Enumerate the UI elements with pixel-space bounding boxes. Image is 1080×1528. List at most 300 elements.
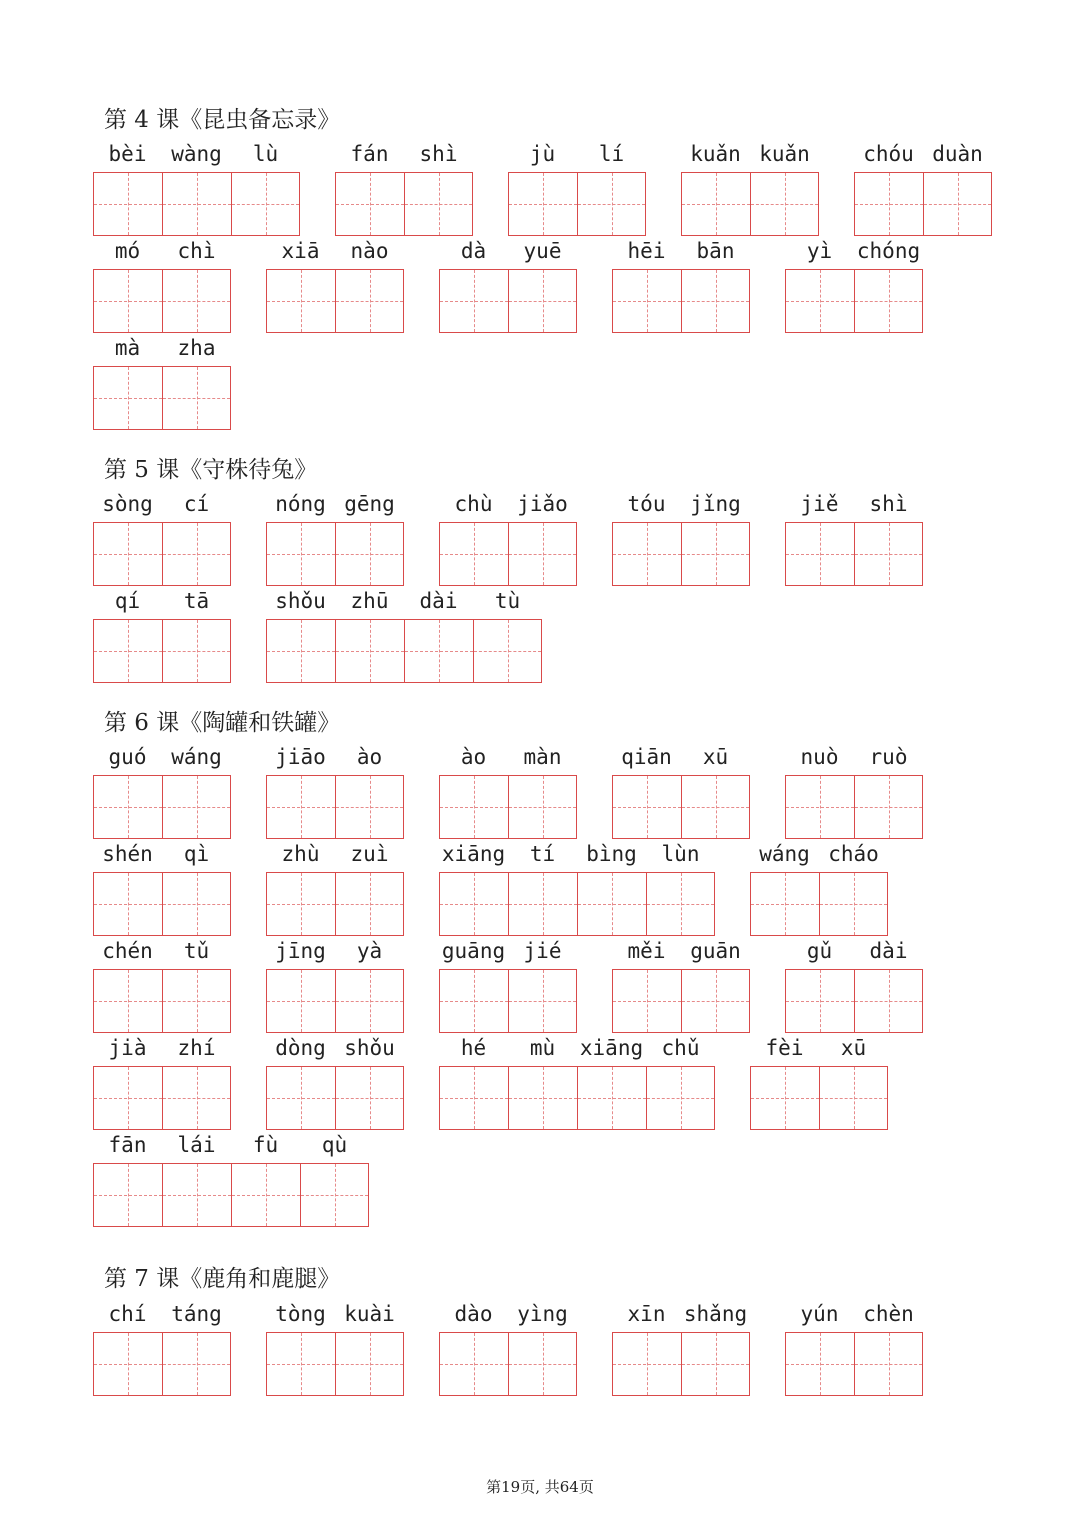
character-writing-box[interactable] [785, 269, 854, 333]
pinyin-row [93, 936, 231, 966]
word-group [681, 139, 819, 236]
pinyin-syllable: chù [454, 492, 493, 516]
pinyin-syllable: ào [460, 745, 487, 769]
horizontal-guide-line [613, 1364, 681, 1365]
word-group [612, 489, 750, 586]
character-writing-box[interactable] [612, 775, 681, 839]
pinyin-syllable: dài [419, 589, 458, 613]
character-writing-box[interactable] [508, 872, 577, 936]
character-writing-box[interactable] [577, 1066, 646, 1130]
horizontal-guide-line [336, 1098, 403, 1099]
character-writing-box[interactable] [854, 269, 923, 333]
character-writing-box[interactable] [681, 1332, 750, 1396]
character-writing-box[interactable] [335, 172, 404, 236]
word-group [266, 839, 404, 936]
word-group [439, 236, 577, 333]
word-group [266, 1033, 404, 1130]
character-writing-box[interactable] [335, 775, 404, 839]
character-writing-box[interactable] [335, 1066, 404, 1130]
horizontal-guide-line [786, 301, 854, 302]
word-group [785, 742, 923, 839]
character-writing-box[interactable] [681, 269, 750, 333]
horizontal-guide-line [267, 554, 335, 555]
character-writing-box[interactable] [93, 522, 162, 586]
horizontal-guide-line [163, 1001, 230, 1002]
writing-box-row [439, 969, 577, 1033]
horizontal-guide-line [613, 807, 681, 808]
pinyin-syllable: ào [356, 745, 383, 769]
character-writing-box[interactable] [231, 1163, 300, 1227]
pinyin-syllable: gǔ [806, 939, 833, 963]
pinyin-syllable: qù [321, 1133, 348, 1157]
character-writing-box[interactable] [508, 269, 577, 333]
pinyin-row [266, 236, 404, 266]
character-writing-box[interactable] [785, 969, 854, 1033]
word-group [612, 1299, 750, 1396]
horizontal-guide-line [163, 204, 231, 205]
character-writing-box[interactable] [439, 269, 508, 333]
horizontal-guide-line [751, 1098, 819, 1099]
character-writing-box[interactable] [300, 1163, 369, 1227]
horizontal-guide-line [509, 807, 576, 808]
character-writing-box[interactable] [93, 775, 162, 839]
pinyin-syllable: cí [183, 492, 210, 516]
character-writing-box[interactable] [266, 269, 335, 333]
pinyin-syllable: tù [494, 589, 521, 613]
horizontal-guide-line [613, 1001, 681, 1002]
character-writing-box[interactable] [335, 619, 404, 683]
writing-box-row [854, 172, 992, 236]
horizontal-guide-line [440, 554, 508, 555]
pinyin-row [612, 1299, 750, 1329]
horizontal-guide-line [855, 1364, 922, 1365]
character-writing-box[interactable] [266, 522, 335, 586]
pinyin-syllable: zha [177, 336, 216, 360]
pinyin-row [439, 489, 577, 519]
horizontal-guide-line [267, 1364, 335, 1365]
pinyin-syllable: dài [869, 939, 908, 963]
character-writing-box[interactable] [162, 775, 231, 839]
pinyin-row [785, 236, 923, 266]
horizontal-guide-line [163, 301, 230, 302]
character-writing-box[interactable] [854, 522, 923, 586]
pinyin-row [612, 489, 750, 519]
pinyin-syllable: chí [108, 1302, 147, 1326]
pinyin-syllable: fèi [765, 1036, 804, 1060]
writing-box-row [266, 775, 404, 839]
horizontal-guide-line [267, 1001, 335, 1002]
pinyin-syllable: tóu [627, 492, 666, 516]
pinyin-syllable: lí [598, 142, 625, 166]
character-writing-box[interactable] [854, 1332, 923, 1396]
pinyin-row [439, 839, 715, 869]
horizontal-guide-line [336, 1364, 403, 1365]
horizontal-guide-line [682, 807, 749, 808]
writing-box-row [93, 366, 231, 430]
writing-box-row [93, 1163, 369, 1227]
pinyin-syllable: hé [460, 1036, 487, 1060]
character-writing-box[interactable] [819, 1066, 888, 1130]
character-writing-box[interactable] [439, 872, 508, 936]
character-writing-box[interactable] [162, 1332, 231, 1396]
character-writing-box[interactable] [577, 872, 646, 936]
pinyin-syllable: xū [702, 745, 729, 769]
word-group [93, 139, 300, 236]
pinyin-syllable: shǒu [275, 589, 326, 613]
writing-box-row [266, 969, 404, 1033]
character-writing-box[interactable] [681, 969, 750, 1033]
horizontal-guide-line [267, 807, 335, 808]
writing-box-row [612, 775, 750, 839]
writing-box-row [612, 522, 750, 586]
writing-box-row [785, 1332, 923, 1396]
pinyin-syllable: cháo [828, 842, 879, 866]
pinyin-row [612, 936, 750, 966]
writing-box-row [785, 775, 923, 839]
horizontal-guide-line [336, 807, 403, 808]
writing-box-row [266, 269, 404, 333]
pinyin-row [439, 1033, 715, 1063]
pinyin-syllable: chǔ [661, 1036, 700, 1060]
character-writing-box[interactable] [335, 522, 404, 586]
character-writing-box[interactable] [335, 1332, 404, 1396]
character-writing-box[interactable] [404, 619, 473, 683]
pinyin-row [785, 1299, 923, 1329]
character-writing-box[interactable] [854, 172, 923, 236]
character-writing-box[interactable] [577, 172, 646, 236]
pinyin-syllable: nóng [275, 492, 326, 516]
character-writing-box[interactable] [162, 366, 231, 430]
character-writing-box[interactable] [508, 1066, 577, 1130]
writing-box-row [266, 1332, 404, 1396]
pinyin-syllable: guān [690, 939, 741, 963]
pinyin-syllable: ruò [869, 745, 908, 769]
pinyin-syllable: zhū [350, 589, 389, 613]
word-group [266, 236, 404, 333]
character-writing-box[interactable] [162, 1066, 231, 1130]
character-writing-box[interactable] [473, 619, 542, 683]
horizontal-guide-line [578, 204, 645, 205]
word-group [266, 1299, 404, 1396]
horizontal-guide-line [509, 554, 576, 555]
pinyin-syllable: tǔ [183, 939, 210, 963]
horizontal-guide-line [578, 1098, 646, 1099]
pinyin-syllable: mó [114, 239, 141, 263]
pinyin-syllable: qiān [621, 745, 672, 769]
character-writing-box[interactable] [508, 1332, 577, 1396]
character-writing-box[interactable] [266, 619, 335, 683]
character-writing-box[interactable] [162, 619, 231, 683]
horizontal-guide-line [509, 1098, 577, 1099]
horizontal-guide-line [855, 204, 923, 205]
character-writing-box[interactable] [266, 872, 335, 936]
character-writing-box[interactable] [93, 969, 162, 1033]
horizontal-guide-line [94, 904, 162, 905]
character-writing-box[interactable] [162, 1163, 231, 1227]
word-group [439, 489, 577, 586]
horizontal-guide-line [94, 398, 162, 399]
pinyin-syllable: fān [108, 1133, 147, 1157]
pinyin-row [681, 139, 819, 169]
word-group [785, 489, 923, 586]
character-writing-box[interactable] [266, 969, 335, 1033]
writing-box-row [785, 969, 923, 1033]
pinyin-syllable: màn [523, 745, 562, 769]
character-writing-box[interactable] [93, 872, 162, 936]
writing-box-row [266, 522, 404, 586]
word-group [93, 936, 231, 1033]
character-writing-box[interactable] [162, 969, 231, 1033]
horizontal-guide-line [474, 651, 541, 652]
pinyin-row [785, 742, 923, 772]
character-writing-box[interactable] [854, 775, 923, 839]
pinyin-syllable: kuǎn [690, 142, 741, 166]
pinyin-syllable: nào [350, 239, 389, 263]
page-footer: 第19页, 共64页 [486, 1478, 594, 1496]
character-writing-box[interactable] [162, 269, 231, 333]
pinyin-syllable: kuài [344, 1302, 395, 1326]
word-group [93, 489, 231, 586]
character-writing-box[interactable] [93, 172, 162, 236]
character-writing-box[interactable] [750, 872, 819, 936]
character-writing-box[interactable] [612, 269, 681, 333]
horizontal-guide-line [855, 554, 922, 555]
pinyin-syllable: jǐng [690, 492, 741, 516]
horizontal-guide-line [682, 554, 749, 555]
writing-box-row [93, 1066, 231, 1130]
character-writing-box[interactable] [750, 1066, 819, 1130]
pinyin-row [439, 936, 577, 966]
character-writing-box[interactable] [612, 969, 681, 1033]
word-group [93, 1130, 369, 1227]
pinyin-row [93, 839, 231, 869]
word-group [439, 936, 577, 1033]
character-writing-box[interactable] [266, 1332, 335, 1396]
pinyin-syllable: lùn [661, 842, 700, 866]
character-writing-box[interactable] [923, 172, 992, 236]
character-writing-box[interactable] [785, 1332, 854, 1396]
pinyin-syllable: dào [454, 1302, 493, 1326]
pinyin-row [612, 742, 750, 772]
pinyin-syllable: hēi [627, 239, 666, 263]
character-writing-box[interactable] [439, 522, 508, 586]
word-group [612, 742, 750, 839]
horizontal-guide-line [647, 1098, 714, 1099]
horizontal-guide-line [336, 904, 403, 905]
horizontal-guide-line [509, 904, 577, 905]
horizontal-guide-line [647, 904, 714, 905]
character-writing-box[interactable] [162, 172, 231, 236]
pinyin-syllable: gēng [344, 492, 395, 516]
horizontal-guide-line [94, 651, 162, 652]
horizontal-guide-line [855, 807, 922, 808]
writing-box-row [439, 1332, 577, 1396]
horizontal-guide-line [232, 204, 299, 205]
writing-box-row [93, 172, 300, 236]
horizontal-guide-line [336, 1001, 403, 1002]
word-group [785, 936, 923, 1033]
horizontal-guide-line [163, 1364, 230, 1365]
writing-box-row [93, 1332, 231, 1396]
character-writing-box[interactable] [439, 1066, 508, 1130]
character-writing-box[interactable] [335, 969, 404, 1033]
pinyin-syllable: dà [460, 239, 487, 263]
pinyin-syllable: tā [183, 589, 210, 613]
horizontal-guide-line [94, 1098, 162, 1099]
horizontal-guide-line [509, 204, 577, 205]
horizontal-guide-line [786, 1364, 854, 1365]
pinyin-syllable: yuē [523, 239, 562, 263]
word-group [93, 236, 231, 333]
character-writing-box[interactable] [439, 969, 508, 1033]
character-writing-box[interactable] [93, 1332, 162, 1396]
pinyin-syllable: xiāng [579, 1036, 644, 1060]
pinyin-syllable: jià [108, 1036, 147, 1060]
pinyin-row [266, 586, 542, 616]
horizontal-guide-line [509, 301, 576, 302]
horizontal-guide-line [336, 554, 403, 555]
pinyin-syllable: qí [114, 589, 141, 613]
pinyin-syllable: duàn [932, 142, 983, 166]
lesson-title: 第 4 课《昆虫备忘录》 [104, 107, 341, 133]
pinyin-row [439, 742, 577, 772]
pinyin-row [266, 1033, 404, 1063]
horizontal-guide-line [613, 554, 681, 555]
horizontal-guide-line [786, 807, 854, 808]
writing-box-row [439, 269, 577, 333]
horizontal-guide-line [855, 301, 922, 302]
word-group [266, 936, 404, 1033]
writing-box-row [439, 775, 577, 839]
pinyin-syllable: shì [419, 142, 458, 166]
character-writing-box[interactable] [93, 269, 162, 333]
horizontal-guide-line [440, 904, 508, 905]
character-writing-box[interactable] [854, 969, 923, 1033]
character-writing-box[interactable] [231, 172, 300, 236]
character-writing-box[interactable] [646, 1066, 715, 1130]
pinyin-row [612, 236, 750, 266]
writing-box-row [93, 522, 231, 586]
pinyin-syllable: shì [869, 492, 908, 516]
horizontal-guide-line [751, 204, 818, 205]
word-group [266, 489, 404, 586]
character-writing-box[interactable] [266, 775, 335, 839]
horizontal-guide-line [751, 904, 819, 905]
pinyin-syllable: bān [696, 239, 735, 263]
character-writing-box[interactable] [785, 522, 854, 586]
character-writing-box[interactable] [508, 172, 577, 236]
writing-box-row [93, 269, 231, 333]
character-writing-box[interactable] [404, 172, 473, 236]
character-writing-box[interactable] [646, 872, 715, 936]
writing-box-row [439, 872, 715, 936]
horizontal-guide-line [855, 1001, 922, 1002]
pinyin-row [335, 139, 473, 169]
horizontal-guide-line [163, 554, 230, 555]
horizontal-guide-line [682, 301, 749, 302]
word-group [439, 742, 577, 839]
pinyin-syllable: dòng [275, 1036, 326, 1060]
pinyin-row [266, 936, 404, 966]
character-writing-box[interactable] [439, 1332, 508, 1396]
pinyin-row [439, 236, 577, 266]
word-group [439, 839, 715, 936]
pinyin-syllable: chèn [863, 1302, 914, 1326]
character-writing-box[interactable] [335, 872, 404, 936]
character-writing-box[interactable] [93, 366, 162, 430]
character-writing-box[interactable] [750, 172, 819, 236]
horizontal-guide-line [440, 1364, 508, 1365]
pinyin-row [93, 139, 300, 169]
writing-box-row [335, 172, 473, 236]
character-writing-box[interactable] [162, 872, 231, 936]
pinyin-row [93, 742, 231, 772]
pinyin-row [266, 742, 404, 772]
pinyin-syllable: jiāo [275, 745, 326, 769]
character-writing-box[interactable] [162, 522, 231, 586]
horizontal-guide-line [267, 904, 335, 905]
writing-box-row [681, 172, 819, 236]
character-writing-box[interactable] [612, 522, 681, 586]
writing-box-row [508, 172, 646, 236]
horizontal-guide-line [440, 1098, 508, 1099]
pinyin-row [93, 489, 231, 519]
horizontal-guide-line [682, 1364, 749, 1365]
character-writing-box[interactable] [612, 1332, 681, 1396]
word-group [750, 1033, 888, 1130]
pinyin-row [93, 1033, 231, 1063]
character-writing-box[interactable] [785, 775, 854, 839]
writing-box-row [266, 1066, 404, 1130]
pinyin-syllable: chóng [856, 239, 921, 263]
horizontal-guide-line [94, 1001, 162, 1002]
character-writing-box[interactable] [681, 522, 750, 586]
character-writing-box[interactable] [93, 619, 162, 683]
pinyin-row [508, 139, 646, 169]
word-group [439, 1033, 715, 1130]
character-writing-box[interactable] [681, 775, 750, 839]
word-group [93, 1299, 231, 1396]
character-writing-box[interactable] [508, 522, 577, 586]
horizontal-guide-line [405, 204, 472, 205]
pinyin-row [750, 1033, 888, 1063]
character-writing-box[interactable] [439, 775, 508, 839]
character-writing-box[interactable] [819, 872, 888, 936]
horizontal-guide-line [94, 204, 162, 205]
writing-box-row [612, 269, 750, 333]
character-writing-box[interactable] [93, 1163, 162, 1227]
pinyin-row [266, 1299, 404, 1329]
character-writing-box[interactable] [266, 1066, 335, 1130]
horizontal-guide-line [267, 651, 335, 652]
character-writing-box[interactable] [508, 969, 577, 1033]
pinyin-syllable: jù [529, 142, 556, 166]
character-writing-box[interactable] [335, 269, 404, 333]
writing-box-row [785, 522, 923, 586]
character-writing-box[interactable] [508, 775, 577, 839]
character-writing-box[interactable] [93, 1066, 162, 1130]
pinyin-row [266, 489, 404, 519]
word-group [785, 236, 923, 333]
pinyin-syllable: mà [114, 336, 141, 360]
pinyin-row [93, 1130, 369, 1160]
word-group [854, 139, 992, 236]
word-group [93, 839, 231, 936]
pinyin-row [93, 333, 231, 363]
pinyin-syllable: jiě [800, 492, 839, 516]
pinyin-syllable: bìng [586, 842, 637, 866]
character-writing-box[interactable] [681, 172, 750, 236]
